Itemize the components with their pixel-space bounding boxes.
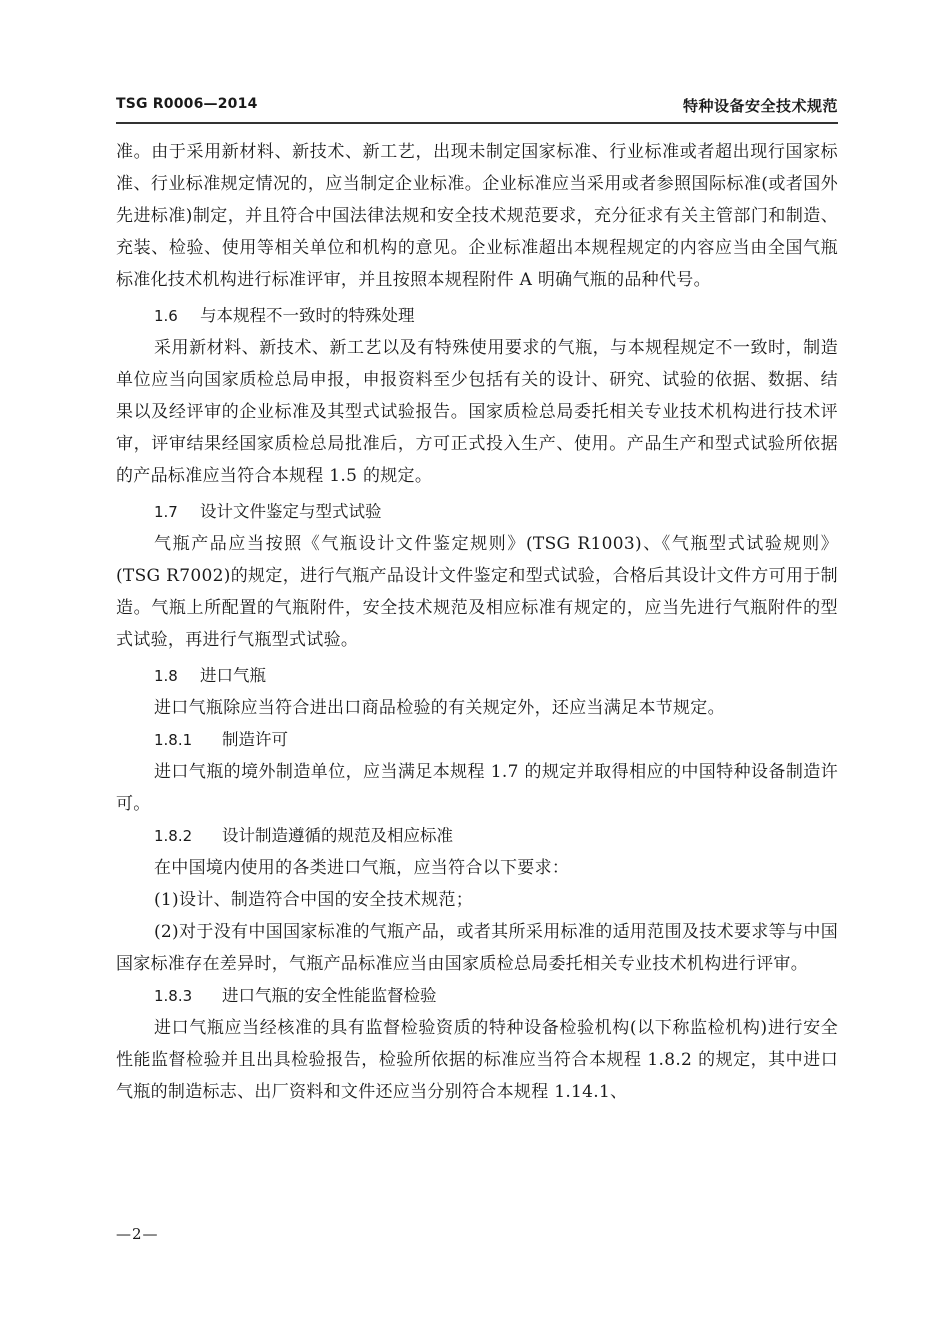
- standard-code: TSG R0006—2014: [116, 96, 258, 112]
- section-1-8-3-heading: [154, 980, 838, 1012]
- section-1-7-body: 气瓶产品应当按照《气瓶设计文件鉴定规则》(TSG R1003)、《气瓶型式试验规则》(TSG R7002)的规定，进行气瓶产品设计文件鉴定和型式试验，合格后其设计文件方可用于制造。气瓶上所配置的气瓶附件，安全技术规范及相应标准有规定的，应当先进行气瓶附件的型式试验，再进行气瓶型式试验。: [116, 534, 838, 650]
- section-1-8-body: 进口气瓶除应当符合进出口商品检验的有关规定外，还应当满足本节规定。: [154, 698, 725, 718]
- list-item-1: (1)设计、制造符合中国的安全技术规范；: [154, 890, 474, 910]
- section-title: 设计文件鉴定与型式试验: [200, 502, 382, 521]
- paragraph-continuation: 准。由于采用新材料、新技术、新工艺，出现未制定国家标准、行业标准或者超出现行国家标准、行业标准规定情况的，应当制定企业标准。企业标准应当采用或者参照国际标准(或者国外先进标准)制定，并且符合中国法律法规和安全技术规范要求，充分征求有关主管部门和制造、充装、检验、使用等相关单位和机构的意见。企业标准超出本规程规定的内容应当由全国气瓶标准化技术机构进行标准评审，并且按照本规程附件 A 明确气瓶的品种代号。: [116, 142, 838, 290]
- section-1-6-body: 采用新材料、新技术、新工艺以及有特殊使用要求的气瓶，与本规程规定不一致时，制造单位应当向国家质检总局申报，申报资料至少包括有关的设计、研究、试验的依据、数据、结果以及经评审的企业标准及其型式试验报告。国家质检总局委托相关专业技术机构进行技术评审，评审结果经国家质检总局批准后，方可正式投入生产、使用。产品生产和型式试验所依据的产品标准应当符合本规程 1.5 的规定。: [116, 338, 838, 486]
- section-number: 1.8: [154, 667, 178, 685]
- section-title: 制造许可: [222, 730, 288, 749]
- section-number: 1.8.1: [154, 731, 193, 749]
- section-1-8-2-body: 在中国境内使用的各类进口气瓶，应当符合以下要求：: [154, 858, 570, 878]
- section-title: 设计制造遵循的规范及相应标准: [222, 826, 453, 845]
- section-1-8-1-heading: [154, 724, 838, 756]
- header-title: 特种设备安全技术规范: [682, 97, 838, 115]
- section-1-8-heading: [154, 660, 838, 692]
- section-number: 1.8.3: [154, 987, 193, 1005]
- section-title: 与本规程不一致时的特殊处理: [200, 306, 415, 325]
- section-1-6-heading: [154, 300, 838, 332]
- section-number: 1.6: [154, 307, 178, 325]
- page-body: [116, 136, 838, 1108]
- section-1-7-heading: [154, 496, 838, 528]
- page-header: [116, 90, 838, 124]
- section-1-8-3-body: 进口气瓶应当经核准的具有监督检验资质的特种设备检验机构(以下称监检机构)进行安全性能监督检验并且出具检验报告，检验所依据的标准应当符合本规程 1.8.2 的规定，其中进口气瓶的制造标志、出厂资料和文件还应当分别符合本规程 1.14.1、: [116, 1018, 838, 1102]
- page-number: —2—: [116, 1225, 159, 1243]
- section-number: 1.8.2: [154, 827, 193, 845]
- section-1-8-1-body: 进口气瓶的境外制造单位，应当满足本规程 1.7 的规定并取得相应的中国特种设备制造许可。: [116, 762, 838, 814]
- section-1-8-2-heading: [154, 820, 838, 852]
- section-title: 进口气瓶的安全性能监督检验: [222, 986, 437, 1005]
- section-number: 1.7: [154, 503, 178, 521]
- section-title: 进口气瓶: [200, 666, 266, 685]
- list-item-2: (2)对于没有中国国家标准的气瓶产品，或者其所采用标准的适用范围及技术要求等与中国国家标准存在差异时，气瓶产品标准应当由国家质检总局委托相关专业技术机构进行评审。: [116, 922, 838, 974]
